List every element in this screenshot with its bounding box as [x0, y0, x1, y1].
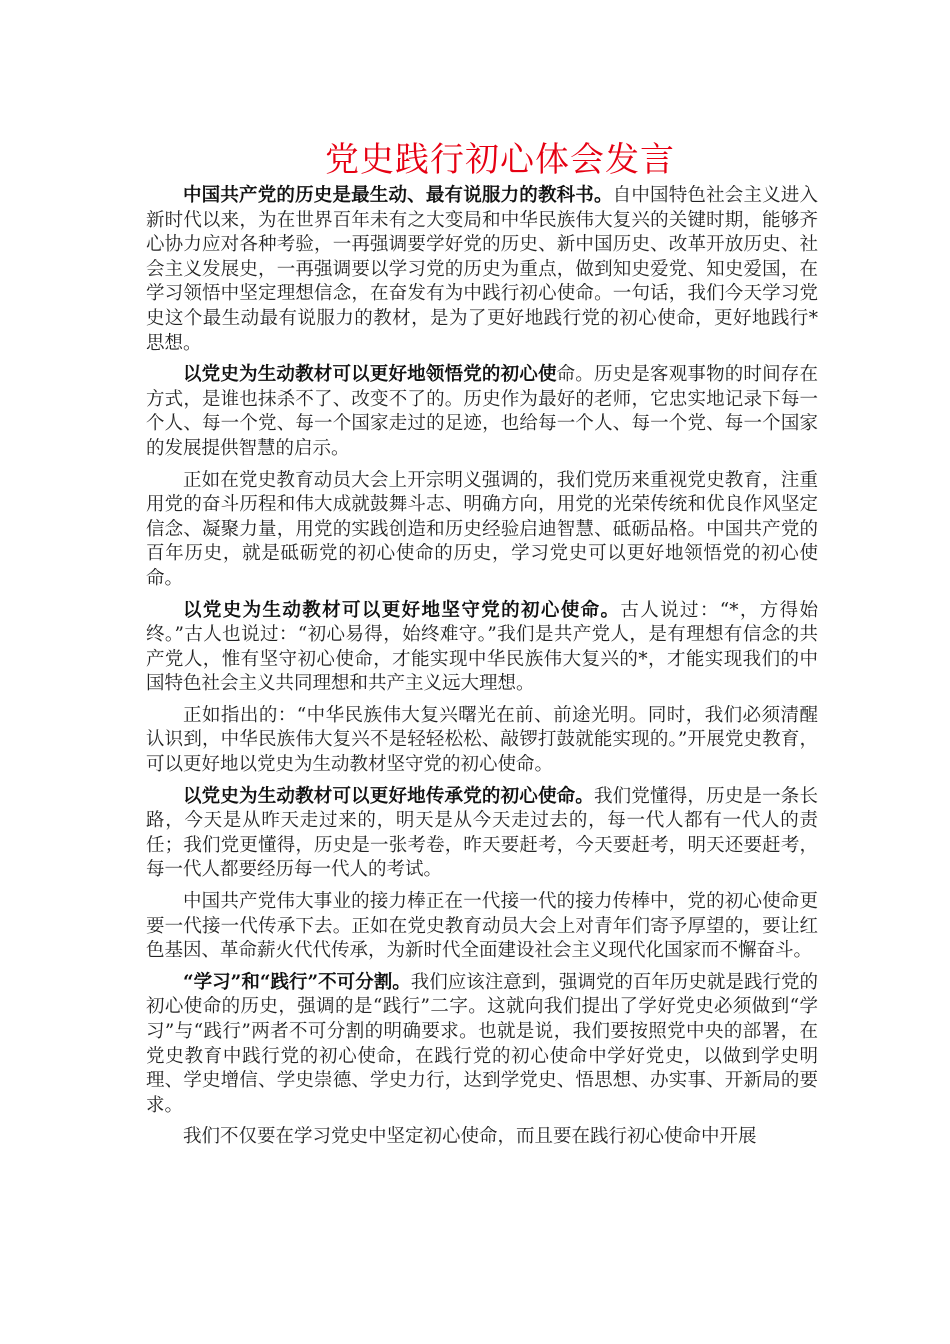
paragraph-text: 正如在党史教育动员大会上开宗明义强调的，我们党历来重视党史教育，注重用党的奋斗历程和伟大成就鼓舞斗志、明确方向，用党的光荣传统和优良作风坚定信念、凝聚力量，用党的实践创造和历史经验启迪智慧、砥砺品格。中国共产党的百年历史，就是砥砺党的初心使命的历史，学习党史可以更好地领悟党的初心使命。	[146, 469, 818, 589]
paragraph-lead: 以党史为生动教材可以更好地领悟党的初心使	[183, 364, 557, 386]
paragraph	[146, 184, 818, 356]
paragraph	[146, 1125, 818, 1150]
document-title: 党史践行初心体会发言	[325, 140, 675, 180]
paragraph	[146, 971, 818, 1119]
document-body	[146, 184, 818, 1157]
paragraph-lead: 以党史为生动教材可以更好地传承党的初心使命。	[183, 785, 594, 807]
paragraph-text: 我们党懂得，历史是一条长路，今天是从昨天走过来的，明天是从今天走过去的，每一代人都有一代人的责任；我们党更懂得，历史是一张考卷，昨天要赶考，今天要赶考，明天还要赶考，每一代人都要经历每一代人的考试。	[146, 785, 818, 881]
paragraph-text: 我们不仅要在学习党史中坚定初心使命，而且要在践行初心使命中开展	[183, 1126, 757, 1148]
paragraph-lead: 以党史为生动教材可以更好地坚守党的初心使命。	[183, 599, 621, 621]
paragraph-text: 自中国特色社会主义进入新时代以来，为在世界百年未有之大变局和中华民族伟大复兴的关键时期，能够齐心协力应对各种考验，一再强调要学好党的历史、新中国历史、改革开放历史、社会主义发展史，一再强调要以学习党的历史为重点，做到知史爱党、知史爱国，在学习领悟中坚定理想信念，在奋发有为中践行初心使命。一句话，我们今天学习党史这个最生动最有说服力的教材，是为了更好地践行党的初心使命，更好地践行*思想。	[146, 185, 818, 354]
paragraph-text: 我们应该注意到，强调党的百年历史就是践行党的初心使命的历史，强调的是“践行”二字。这就向我们提出了学好党史必须做到“学习”与“践行”两者不可分割的明确要求。也就是说，我们要按照党中央的部署，在党史教育中践行党的初心使命，在践行党的初心使命中学好党史，以做到学史明理、学史增信、学史崇德、学史力行，达到学党史、悟思想、办实事、开新局的要求。	[146, 971, 818, 1116]
paragraph-lead: “学习”和“践行”不可分割。	[183, 971, 411, 993]
paragraph-text: 中国共产党伟大事业的接力棒正在一代接一代的接力传棒中，党的初心使命更要一代接一代传承下去。正如在党史教育动员大会上对青年们寄予厚望的，要让红色基因、革命薪火代代传承，为新时代全面建设社会主义现代化国家而不懈奋斗。	[146, 891, 818, 962]
paragraph-lead: 中国共产党的历史是最生动、最有说服力的教科书。	[183, 185, 613, 206]
paragraph	[146, 363, 818, 461]
paragraph-text: 命。历史是客观事物的时间存在方式，是谁也抹杀不了、改变不了的。历史作为最好的老师，它忠实地记录下每一个人、每一个党、每一个国家走过的足迹，也给每一个人、每一个党、每一个国家的发展提供智慧的启示。	[146, 364, 818, 459]
paragraph	[146, 704, 818, 778]
paragraph-text: 古人说过：“*，方得始终。”古人也说过：“初心易得，始终难守。”我们是共产党人，是有理想有信念的共产党人，惟有坚守初心使命，才能实现中华民族伟大复兴的*，才能实现我们的中国特色社会主义共同理想和共产主义远大理想。	[146, 599, 818, 695]
paragraph	[146, 599, 818, 697]
paragraph	[146, 469, 818, 592]
paragraph	[146, 890, 818, 964]
paragraph	[146, 785, 818, 883]
paragraph-text: 正如指出的：“中华民族伟大复兴曙光在前、前途光明。同时，我们必须清醒认识到，中华民族伟大复兴不是轻轻松松、敲锣打鼓就能实现的。”开展党史教育，可以更好地以党史为生动教材坚守党的初心使命。	[146, 704, 818, 776]
